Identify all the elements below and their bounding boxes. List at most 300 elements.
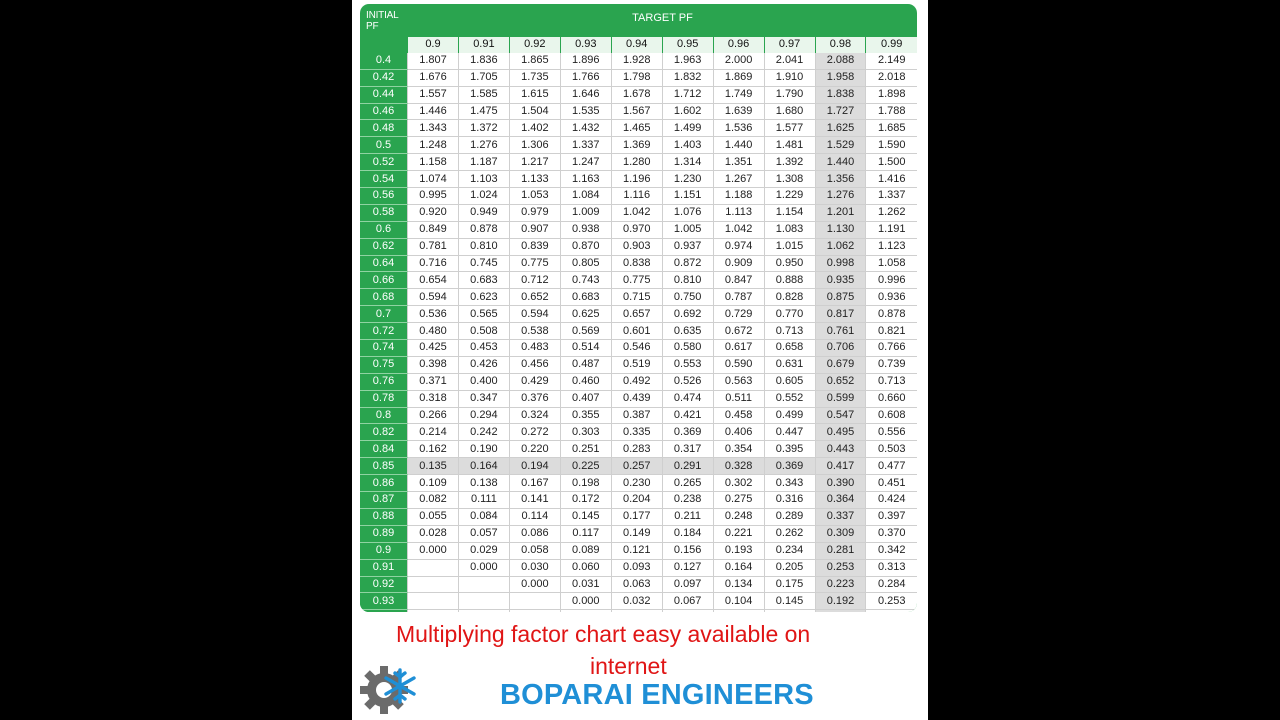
factor-cell: 0.995 [408, 188, 459, 205]
table-row [360, 593, 917, 610]
factor-cell: 0.343 [764, 475, 815, 492]
factor-cell: 0.683 [458, 272, 509, 289]
factor-cell: 0.030 [509, 559, 560, 576]
factor-cell: 0.623 [458, 289, 509, 306]
column-header-0.95: 0.95 [662, 37, 713, 53]
factor-cell: 0.370 [866, 525, 917, 542]
factor-cell: 1.896 [560, 53, 611, 69]
factor-cell: 0.397 [866, 508, 917, 525]
initial-pf-cell: 0.85 [360, 458, 408, 475]
factor-cell: 0.766 [866, 340, 917, 357]
factor-cell: 1.766 [560, 69, 611, 86]
initial-pf-cell: 0.75 [360, 356, 408, 373]
factor-cell: 0.084 [458, 508, 509, 525]
factor-cell: 0.175 [764, 576, 815, 593]
factor-cell: 0.111 [458, 492, 509, 509]
factor-cell: 0.055 [408, 508, 459, 525]
factor-cell: 1.416 [866, 171, 917, 188]
initial-pf-cell: 0.74 [360, 340, 408, 357]
factor-cell: 0.104 [713, 593, 764, 610]
factor-cell: 1.475 [458, 103, 509, 120]
factor-cell: 0.127 [662, 559, 713, 576]
initial-pf-cell: 0.76 [360, 373, 408, 390]
factor-cell: 1.499 [662, 120, 713, 137]
factor-cell: 0.284 [866, 576, 917, 593]
factor-cell: 0.594 [408, 289, 459, 306]
factor-cell: 0.230 [611, 475, 662, 492]
factor-cell: 0.546 [611, 340, 662, 357]
factor-cell: 1.306 [509, 137, 560, 154]
factor-cell: 0.223 [815, 576, 866, 593]
column-header-0.97: 0.97 [764, 37, 815, 53]
factor-cell: 0.121 [611, 542, 662, 559]
factor-cell: 0.631 [764, 356, 815, 373]
factor-cell: 0.194 [509, 458, 560, 475]
factor-cell: 0.480 [408, 323, 459, 340]
factor-cell: 1.158 [408, 154, 459, 171]
factor-cell: 0.761 [815, 323, 866, 340]
factor-cell: 0.903 [611, 238, 662, 255]
factor-cell: 0.970 [611, 221, 662, 238]
initial-pf-cell: 0.56 [360, 188, 408, 205]
factor-cell: 0.660 [866, 390, 917, 407]
factor-cell: 0.145 [764, 593, 815, 610]
factor-cell: 1.042 [713, 221, 764, 238]
factor-cell: 0.750 [662, 289, 713, 306]
factor-cell: 0.821 [866, 323, 917, 340]
initial-pf-cell: 0.93 [360, 593, 408, 610]
factor-cell: 0.949 [458, 204, 509, 221]
column-header-0.94: 0.94 [611, 37, 662, 53]
factor-cell: 1.536 [713, 120, 764, 137]
factor-cell: 0.635 [662, 323, 713, 340]
factor-cell [458, 576, 509, 593]
factor-cell: 0.556 [866, 424, 917, 441]
factor-cell: 0.770 [764, 306, 815, 323]
initial-pf-cell: 0.6 [360, 221, 408, 238]
brand-name: BOPARAI ENGINEERS [500, 679, 814, 711]
factor-cell: 0.303 [560, 424, 611, 441]
factor-cell: 1.712 [662, 86, 713, 103]
table-row [360, 154, 917, 171]
initial-pf-header: INITIAL PF [366, 10, 399, 32]
factor-cell: 1.557 [408, 86, 459, 103]
table-row [360, 340, 917, 357]
factor-cell: 0.029 [458, 542, 509, 559]
initial-pf-cell: 0.4 [360, 53, 408, 69]
factor-cell: 1.735 [509, 69, 560, 86]
factor-cell: 0.364 [815, 492, 866, 509]
factor-cell: 0.810 [662, 272, 713, 289]
factor-cell: 1.154 [764, 204, 815, 221]
initial-pf-cell: 0.42 [360, 69, 408, 86]
factor-cell: 0.657 [611, 306, 662, 323]
factor-cell: 1.590 [866, 137, 917, 154]
factor-cell: 1.790 [764, 86, 815, 103]
factor-cell: 1.807 [408, 53, 459, 69]
column-header-0.98: 0.98 [815, 37, 866, 53]
table-row [360, 475, 917, 492]
factor-cell: 0.936 [866, 289, 917, 306]
factor-cell: 1.196 [611, 171, 662, 188]
factor-cell: 0.369 [662, 424, 713, 441]
factor-cell: 0.499 [764, 407, 815, 424]
factor-cell: 0.658 [764, 340, 815, 357]
factor-cell: 1.838 [815, 86, 866, 103]
factor-cell: 1.705 [458, 69, 509, 86]
factor-cell: 1.481 [764, 137, 815, 154]
factor-cell: 0.729 [713, 306, 764, 323]
factor-cell: 0.526 [662, 373, 713, 390]
factor-cell: 0.849 [408, 221, 459, 238]
factor-cell: 0.426 [458, 356, 509, 373]
factor-cell: 0.145 [560, 508, 611, 525]
factor-cell: 1.602 [662, 103, 713, 120]
factor-cell: 1.625 [815, 120, 866, 137]
factor-cell: 0.683 [560, 289, 611, 306]
factor-cell: 0.114 [509, 508, 560, 525]
factor-cell: 0.141 [509, 492, 560, 509]
factor-cell [408, 576, 459, 593]
factor-cell: 0.234 [764, 542, 815, 559]
corner-cell [360, 37, 408, 53]
table-row [360, 542, 917, 559]
table-row [360, 390, 917, 407]
factor-cell: 0.337 [815, 508, 866, 525]
factor-cell: 1.685 [866, 120, 917, 137]
factor-cell: 1.230 [662, 171, 713, 188]
factor-cell: 0.251 [560, 441, 611, 458]
factor-cell: 1.749 [713, 86, 764, 103]
factor-cell: 0.872 [662, 255, 713, 272]
factor-cell: 1.678 [611, 86, 662, 103]
factor-cell: 1.062 [815, 238, 866, 255]
factor-cell: 0.487 [560, 356, 611, 373]
factor-cell: 0.281 [815, 542, 866, 559]
factor-cell: 0.605 [764, 373, 815, 390]
factor-cell: 0.672 [713, 323, 764, 340]
factor-cell: 0.878 [458, 221, 509, 238]
factor-cell: 0.713 [764, 323, 815, 340]
factor-cell: 0.214 [408, 424, 459, 441]
initial-pf-cell: 0.64 [360, 255, 408, 272]
factor-cell: 0.920 [408, 204, 459, 221]
initial-pf-cell: 0.87 [360, 492, 408, 509]
factor-cell: 0.193 [713, 542, 764, 559]
factor-cell [815, 610, 866, 612]
factor-cell: 0.828 [764, 289, 815, 306]
initial-pf-cell: 0.7 [360, 306, 408, 323]
factor-cell: 0.198 [560, 475, 611, 492]
initial-pf-cell: 0.72 [360, 323, 408, 340]
factor-cell: 0.302 [713, 475, 764, 492]
factor-cell: 0.477 [866, 458, 917, 475]
table-row [360, 53, 917, 69]
table-row [360, 525, 917, 542]
factor-cell: 0.248 [713, 508, 764, 525]
factor-cell: 0.536 [408, 306, 459, 323]
factor-cell: 0.569 [560, 323, 611, 340]
factor-cell: 2.041 [764, 53, 815, 69]
factor-cell: 1.217 [509, 154, 560, 171]
factor-cell: 0.265 [662, 475, 713, 492]
factor-cell: 0.514 [560, 340, 611, 357]
column-header-0.99: 0.99 [866, 37, 917, 53]
factor-cell: 0.328 [713, 458, 764, 475]
factor-cell: 0.257 [611, 458, 662, 475]
table-row [360, 103, 917, 120]
factor-cell: 2.000 [713, 53, 764, 69]
factor-cell: 0.063 [611, 576, 662, 593]
factor-cell: 1.639 [713, 103, 764, 120]
factor-cell: 1.465 [611, 120, 662, 137]
factor-cell: 0.093 [611, 559, 662, 576]
table-row [360, 86, 917, 103]
factor-cell: 0.117 [560, 525, 611, 542]
factor-cell: 0.109 [408, 475, 459, 492]
factor-cell [713, 610, 764, 612]
table-row [360, 610, 917, 612]
factor-cell: 0.190 [458, 441, 509, 458]
factor-cell [611, 610, 662, 612]
factor-cell: 0.625 [560, 306, 611, 323]
factor-cell: 0.439 [611, 390, 662, 407]
factor-cell: 1.267 [713, 171, 764, 188]
factor-cell: 0.086 [509, 525, 560, 542]
factor-cell: 1.369 [611, 137, 662, 154]
factor-cell: 0.058 [509, 542, 560, 559]
factor-cell: 0.909 [713, 255, 764, 272]
factor-cell: 0.875 [815, 289, 866, 306]
factor-cell [408, 593, 459, 610]
factor-cell: 2.149 [866, 53, 917, 69]
column-header-0.93: 0.93 [560, 37, 611, 53]
factor-cell: 0.580 [662, 340, 713, 357]
factor-cell: 0.221 [713, 525, 764, 542]
table-row [360, 289, 917, 306]
factor-cell: 0.082 [408, 492, 459, 509]
factor-cell: 1.083 [764, 221, 815, 238]
table-row [360, 373, 917, 390]
factor-cell: 1.865 [509, 53, 560, 69]
initial-pf-cell: 0.66 [360, 272, 408, 289]
factor-cell: 1.262 [866, 204, 917, 221]
pf-multiplier-table [360, 4, 917, 612]
factor-cell: 0.519 [611, 356, 662, 373]
factor-cell: 1.247 [560, 154, 611, 171]
factor-cell: 0.390 [815, 475, 866, 492]
factor-cell: 0.354 [713, 441, 764, 458]
factor-cell: 1.676 [408, 69, 459, 86]
initial-pf-cell: 0.54 [360, 171, 408, 188]
factor-cell: 0.164 [458, 458, 509, 475]
factor-cell: 0.000 [560, 593, 611, 610]
initial-pf-cell: 0.9 [360, 542, 408, 559]
factor-cell [408, 610, 459, 612]
factor-cell: 0.451 [866, 475, 917, 492]
factor-cell: 0.369 [764, 458, 815, 475]
factor-cell: 0.192 [815, 593, 866, 610]
factor-cell [458, 593, 509, 610]
factor-cell: 0.805 [560, 255, 611, 272]
factor-cell: 1.788 [866, 103, 917, 120]
factor-cell: 1.372 [458, 120, 509, 137]
factor-cell: 1.308 [764, 171, 815, 188]
factor-cell: 1.680 [764, 103, 815, 120]
factor-cell: 1.276 [458, 137, 509, 154]
table-row [360, 559, 917, 576]
factor-cell: 0.458 [713, 407, 764, 424]
factor-cell: 1.084 [560, 188, 611, 205]
initial-pf-cell: 0.48 [360, 120, 408, 137]
factor-cell: 0.000 [458, 559, 509, 576]
factor-cell: 1.130 [815, 221, 866, 238]
table-row [360, 204, 917, 221]
factor-cell: 0.492 [611, 373, 662, 390]
factor-cell: 1.869 [713, 69, 764, 86]
factor-cell: 0.817 [815, 306, 866, 323]
factor-cell [560, 610, 611, 612]
factor-cell: 0.787 [713, 289, 764, 306]
factor-cell: 0.205 [764, 559, 815, 576]
target-pf-header: TARGET PF [632, 12, 693, 24]
factor-cell: 0.907 [509, 221, 560, 238]
factor-cell: 0.552 [764, 390, 815, 407]
caption-line-2: internet [590, 653, 667, 679]
factor-cell: 0.000 [509, 576, 560, 593]
table-row [360, 238, 917, 255]
factor-cell: 0.272 [509, 424, 560, 441]
factor-cell: 0.706 [815, 340, 866, 357]
factor-cell: 1.276 [815, 188, 866, 205]
factor-cell: 0.443 [815, 441, 866, 458]
factor-cell: 1.151 [662, 188, 713, 205]
factor-cell: 1.402 [509, 120, 560, 137]
factor-cell: 0.617 [713, 340, 764, 357]
factor-cell: 0.590 [713, 356, 764, 373]
column-header-row [360, 37, 917, 53]
table-row [360, 221, 917, 238]
factor-cell: 1.832 [662, 69, 713, 86]
factor-cell: 0.594 [509, 306, 560, 323]
factor-cell: 0.421 [662, 407, 713, 424]
factor-cell: 0.172 [560, 492, 611, 509]
factor-cell: 1.963 [662, 53, 713, 69]
column-header-0.96: 0.96 [713, 37, 764, 53]
initial-pf-cell: 0.91 [360, 559, 408, 576]
factor-cell: 0.032 [611, 593, 662, 610]
factor-cell: 0.937 [662, 238, 713, 255]
factor-cell: 0.371 [408, 373, 459, 390]
factor-cell: 0.376 [509, 390, 560, 407]
factor-cell: 0.134 [713, 576, 764, 593]
factor-cell: 0.309 [815, 525, 866, 542]
factor-cell: 0.935 [815, 272, 866, 289]
factor-cell: 0.608 [866, 407, 917, 424]
factor-cell: 0.716 [408, 255, 459, 272]
factor-cell: 1.577 [764, 120, 815, 137]
table-row [360, 120, 917, 137]
factor-cell: 0.355 [560, 407, 611, 424]
factor-cell: 0.713 [866, 373, 917, 390]
factor-cell: 0.878 [866, 306, 917, 323]
factor-cell: 1.123 [866, 238, 917, 255]
initial-pf-cell: 0.68 [360, 289, 408, 306]
table-row [360, 255, 917, 272]
factor-cell: 0.387 [611, 407, 662, 424]
factor-cell: 0.503 [866, 441, 917, 458]
factor-cell: 0.275 [713, 492, 764, 509]
factor-cell: 0.838 [611, 255, 662, 272]
factor-cell: 0.318 [408, 390, 459, 407]
factor-cell: 0.177 [611, 508, 662, 525]
factor-cell: 1.076 [662, 204, 713, 221]
factor-cell: 1.446 [408, 103, 459, 120]
factor-cell: 0.563 [713, 373, 764, 390]
factor-cell: 1.440 [713, 137, 764, 154]
factor-cell: 2.018 [866, 69, 917, 86]
factor-cell: 1.103 [458, 171, 509, 188]
factor-cell: 0.739 [866, 356, 917, 373]
factor-cell: 0.654 [408, 272, 459, 289]
factor-cell: 1.229 [764, 188, 815, 205]
initial-pf-cell: 0.58 [360, 204, 408, 221]
factor-cell: 0.395 [764, 441, 815, 458]
factor-cell [764, 610, 815, 612]
column-header-0.9: 0.9 [408, 37, 459, 53]
factor-cell: 1.504 [509, 103, 560, 120]
initial-pf-cell: 0.92 [360, 576, 408, 593]
factor-cell: 1.910 [764, 69, 815, 86]
factor-cell: 1.356 [815, 171, 866, 188]
factor-cell: 0.715 [611, 289, 662, 306]
factor-cell [509, 610, 560, 612]
factor-cell: 0.135 [408, 458, 459, 475]
factor-cell: 1.585 [458, 86, 509, 103]
factor-cell: 0.460 [560, 373, 611, 390]
factor-cell: 0.262 [764, 525, 815, 542]
initial-pf-cell [360, 610, 408, 612]
factor-cell: 1.201 [815, 204, 866, 221]
factor-cell: 1.500 [866, 154, 917, 171]
factor-cell: 0.495 [815, 424, 866, 441]
factor-cell [408, 559, 459, 576]
factor-cell: 1.646 [560, 86, 611, 103]
factor-cell: 0.067 [662, 593, 713, 610]
factor-cell: 1.727 [815, 103, 866, 120]
factor-cell: 2.088 [815, 53, 866, 69]
factor-cell: 0.950 [764, 255, 815, 272]
factor-cell: 1.314 [662, 154, 713, 171]
factor-cell: 0.266 [408, 407, 459, 424]
factor-cell: 0.097 [662, 576, 713, 593]
factor-cell: 1.898 [866, 86, 917, 103]
factor-cell: 0.781 [408, 238, 459, 255]
factor-cell: 0.870 [560, 238, 611, 255]
factor-cell: 0.253 [866, 593, 917, 610]
factor-cell: 0.204 [611, 492, 662, 509]
factor-cell: 0.167 [509, 475, 560, 492]
content-panel [352, 0, 928, 720]
factor-cell: 0.453 [458, 340, 509, 357]
factor-cell: 1.116 [611, 188, 662, 205]
factor-cell: 0.565 [458, 306, 509, 323]
factor-cell: 0.316 [764, 492, 815, 509]
gear-snowflake-icon [360, 656, 418, 718]
factor-cell: 0.743 [560, 272, 611, 289]
initial-pf-cell: 0.52 [360, 154, 408, 171]
factor-cell: 0.447 [764, 424, 815, 441]
